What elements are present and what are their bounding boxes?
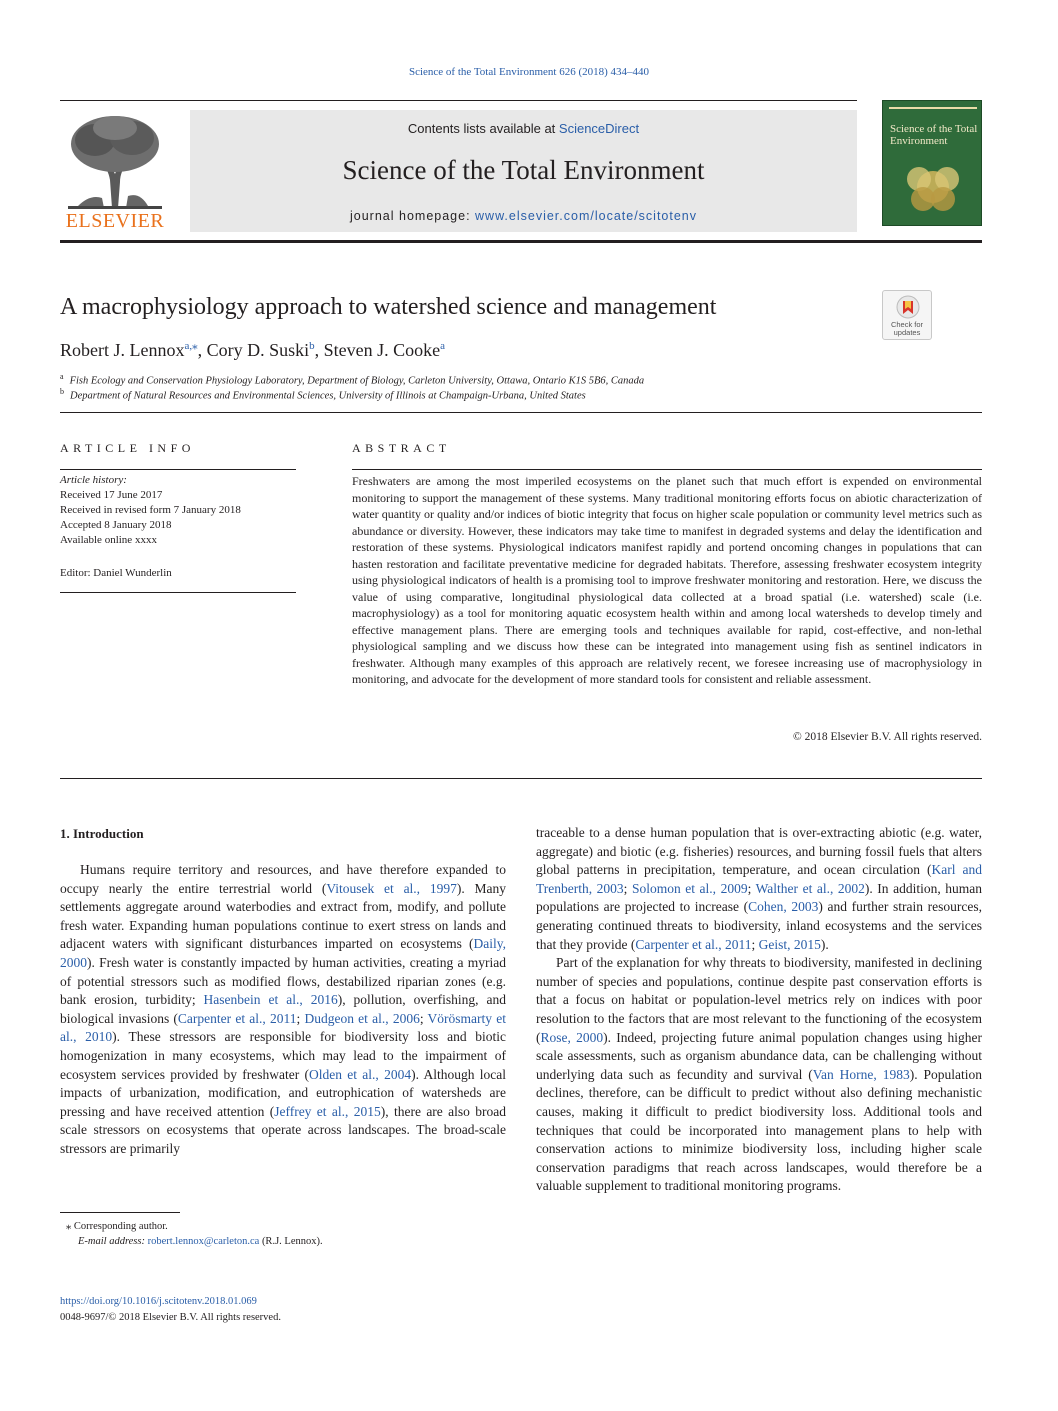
masthead [60,100,982,234]
cover-title: Science of the Total Environment [890,123,978,147]
author-affiliation-marker[interactable]: b [309,340,315,352]
check-updates-label: Check for updates [890,320,924,337]
citation-link[interactable]: Rose, 2000 [540,1029,604,1045]
editor-line: Editor: Daniel Wunderlin [60,567,172,579]
article-title: A macrophysiology approach to watershed science and management [60,294,717,320]
doi-link-text[interactable]: https://doi.org/10.1016/j.scitotenv.2018.01.069 [60,1296,257,1307]
author-list: Robert J. Lennox$^{a,⁎}$, Cory D. Suski$^b$, Steven J. Cooke$^a$ [60,340,446,360]
citation-link[interactable]: Solomon et al., 2009 [631,880,748,896]
citation-link[interactable]: Olden et al., 2004 [309,1066,412,1082]
abstract-text: Freshwaters are among the most imperiled ecosystems on the planet such that much effort is expended on environmental monitoring to support the management of these systems. Many traditional monitoring efforts focus on abiotic characterization of water quantity or quality and/or indices of biotic integrity that focus on higher scale population or community level metrics such as abundance or diversity. However, these indicators may take time to manifest in degraded systems and delay the identification and restoration of these systems. Physiological indicators manifest rapidly and portend oncoming changes in populations that can hasten restoration and facilitate preventative medicine for degraded habitats. Therefore, assessing freshwater ecosystem integrity using physiological indicators of health is a promising tool to improve freshwater monitoring and restoration. Here, we discuss the value of using comparative, longitudinal physiological data collected at a broad spatial (i.e. watershed) scale (i.e. macrophysiology) as a tool for monitoring aquatic ecosystem health within and among local watersheds to develop timely and effective management plans. There are emerging tools and techniques available for rapid, cost-effective, and non-lethal physiological sampling and we discuss how these can be integrated into management using fish as sentinel indicators in freshwater. Although many examples of this approach are relatively recent, we foresee increasing use of macrophysiology in monitoring, and advocate for the development of more standard tools for consistent and reliable assessment. [352,474,982,686]
received-date: Received 17 June 2017 [60,489,163,501]
check-updates-icon [896,295,920,319]
email-note [78,1236,323,1247]
accepted-date: Accepted 8 January 2018 [60,519,172,531]
author-name[interactable]: Cory D. Suski [206,340,310,360]
divider [60,412,982,413]
footnote-rule [60,1212,180,1213]
citation-link[interactable]: Carpenter et al., 2011 [177,1010,297,1026]
contents-availability [190,121,857,136]
homepage-prefix: journal homepage: [350,209,476,223]
article-history [60,473,296,548]
body-paragraph: Part of the explanation for why threats to biodiversity, manifested in declining number of species and populations, continue despite past conservation efforts is that a focus on habitat or population-level metrics rely on indices with poor resolution to the factors that are most relevant to the functioning of the ecosystem (Rose, 2000). Indeed, projecting future animal population changes using higher scale assessments, such as organism abundance data, can be challenging without underlying data such as fecundity and survival (Van Horne, 1983). Population declines, therefore, can be difficult to predict without also defining mechanistic causes, making it difficult to predict biodiversity loss. Additional tools and techniques that could be incorporated into management plans to help with conservation actions to minimize biodiversity loss, including higher scale conservation paradigms that reach across landscapes, would therefore be a valuable supplement to traditional monitoring programs. [536,955,982,1194]
citation-link[interactable]: Vitousek et al., 1997 [326,880,457,896]
abstract-heading: ABSTRACT [352,441,451,455]
citation-link[interactable]: Jeffrey et al., 2015 [274,1103,381,1119]
sciencedirect-link[interactable]: ScienceDirect [558,121,640,136]
citation-link[interactable]: Vörösmarty et al., 2010 [60,1010,506,1045]
citation-link[interactable]: Karl and Trenberth, 2003 [536,862,983,896]
citation-link[interactable]: Dudgeon et al., 2006 [304,1010,420,1026]
check-for-updates-button[interactable] [882,290,932,340]
elsevier-wordmark: ELSEVIER [65,210,165,232]
affiliation [60,387,586,402]
affiliation-marker: a [60,372,64,381]
journal-cover-thumbnail[interactable] [882,100,982,226]
issn-line: 0048-9697/© 2018 Elsevier B.V. All rights reserved. [60,1312,281,1323]
author-name[interactable]: Steven J. Cooke [323,340,441,360]
affiliation-text: Department of Natural Resources and Environmental Sciences, University of Illinois at Champaign-Urbana, United States [70,390,586,402]
masthead-top-rule [60,100,857,101]
abstract-copyright: © 2018 Elsevier B.V. All rights reserved. [793,731,982,743]
journal-homepage-link[interactable]: www.elsevier.com/locate/scitotenv [475,209,697,223]
revised-date: Received in revised form 7 January 2018 [60,504,241,516]
affiliation [60,372,644,387]
divider [60,592,296,593]
article-info-heading: ARTICLE INFO [60,441,195,455]
journal-banner [190,110,857,232]
body-paragraph: Humans require territory and resources, and have therefore expanded to occupy nearly the entire terrestrial world (Vitousek et al., 1997). Many settlements aggregate around waterbodies and extract from, modify, and pollute fresh water. Expanding human populations continue to exert stress on lands and adjacent waters with significant disturbances imparted on ecosystems (Daily, 2000). Fresh water is constantly impacted by human activities, creating a myriad of potential stressors such as modified flows, destabilized riparian zones (e.g. bank erosion, turbidity; Hasenbein et al., 2016), pollution, overfishing, and biological invasions (Carpenter et al., 2011; Dudgeon et al., 2006; Vörösmarty et al., 2010). These stressors are responsible for biodiversity loss and biotic homogenization in many ecosystems, which may lead to the impairment of ecosystem services provided by freshwater (Olden et al., 2004). Although local impacts of urbanization, modification, and eutrophication of watersheds are pressing and have received attention (Jeffrey et al., 2015), there are also broad scale stressors on ecosystems that operate across landscapes. The broad-scale stressors are primarily [60,862,506,1156]
citation-link[interactable]: Van Horne, 1983 [812,1066,910,1082]
affiliation-marker: b [60,387,64,396]
body-paragraph: traceable to a dense human population that is over-extracting abiotic (e.g. water, aggregate) and biotic (e.g. fisheries) resources, and burning fossil fuels that alters global patterns in precipitation, temperature, and ocean circulation (Karl and Trenberth, 2003; Solomon et al., 2009; Walther et al., 2002). In addition, human populations are projected to increase (Cohen, 2003) and further strain resources, generating continued threats to biodiversity, inland ecosystems and the services that they provide (Carpenter et al., 2011; Geist, 2015). [536,825,983,952]
body-column-left [60,861,506,1159]
affiliation-text: Fish Ecology and Conservation Physiology Laboratory, Department of Biology, Carleton University, Ottawa, Ontario K1S 5B6, Canada [69,375,645,387]
body-column-right [536,824,982,1196]
citation-link[interactable]: Carpenter et al., 2011 [635,936,752,952]
doi-link[interactable] [60,1296,257,1307]
email-link[interactable]: robert.lennox@carleton.ca [147,1236,260,1247]
section-heading: 1. Introduction [60,826,144,841]
journal-homepage [190,209,857,223]
citation-link[interactable]: Hasenbein et al., 2016 [203,992,338,1008]
journal-title: Science of the Total Environment [342,155,705,185]
citation-link[interactable]: Cohen, 2003 [748,899,819,915]
history-label: Article history: [60,474,127,486]
divider [60,469,296,470]
author-name[interactable]: Robert J. Lennox [60,340,185,360]
citation-link[interactable]: Geist, 2015 [758,936,821,952]
online-date: Available online xxxx [60,534,157,546]
email-label: E-mail address: [78,1236,148,1247]
divider [60,778,982,779]
cover-art-icon [883,101,982,226]
divider [352,469,982,470]
corresponding-author-note: ⁎ Corresponding author. [66,1221,168,1232]
author-affiliation-marker[interactable]: a [440,340,446,352]
email-suffix: (R.J. Lennox). [259,1236,323,1247]
masthead-bottom-rule [60,240,982,243]
citation-link[interactable]: Walther et al., 2002 [755,880,865,896]
citation-link[interactable]: Daily, 2000 [60,936,506,970]
contents-prefix: Contents lists available at [407,121,559,136]
author-affiliation-marker[interactable]: a,⁎ [184,340,198,352]
journal-reference-link[interactable]: Science of the Total Environment 626 (2018) 434–440 [408,66,650,78]
